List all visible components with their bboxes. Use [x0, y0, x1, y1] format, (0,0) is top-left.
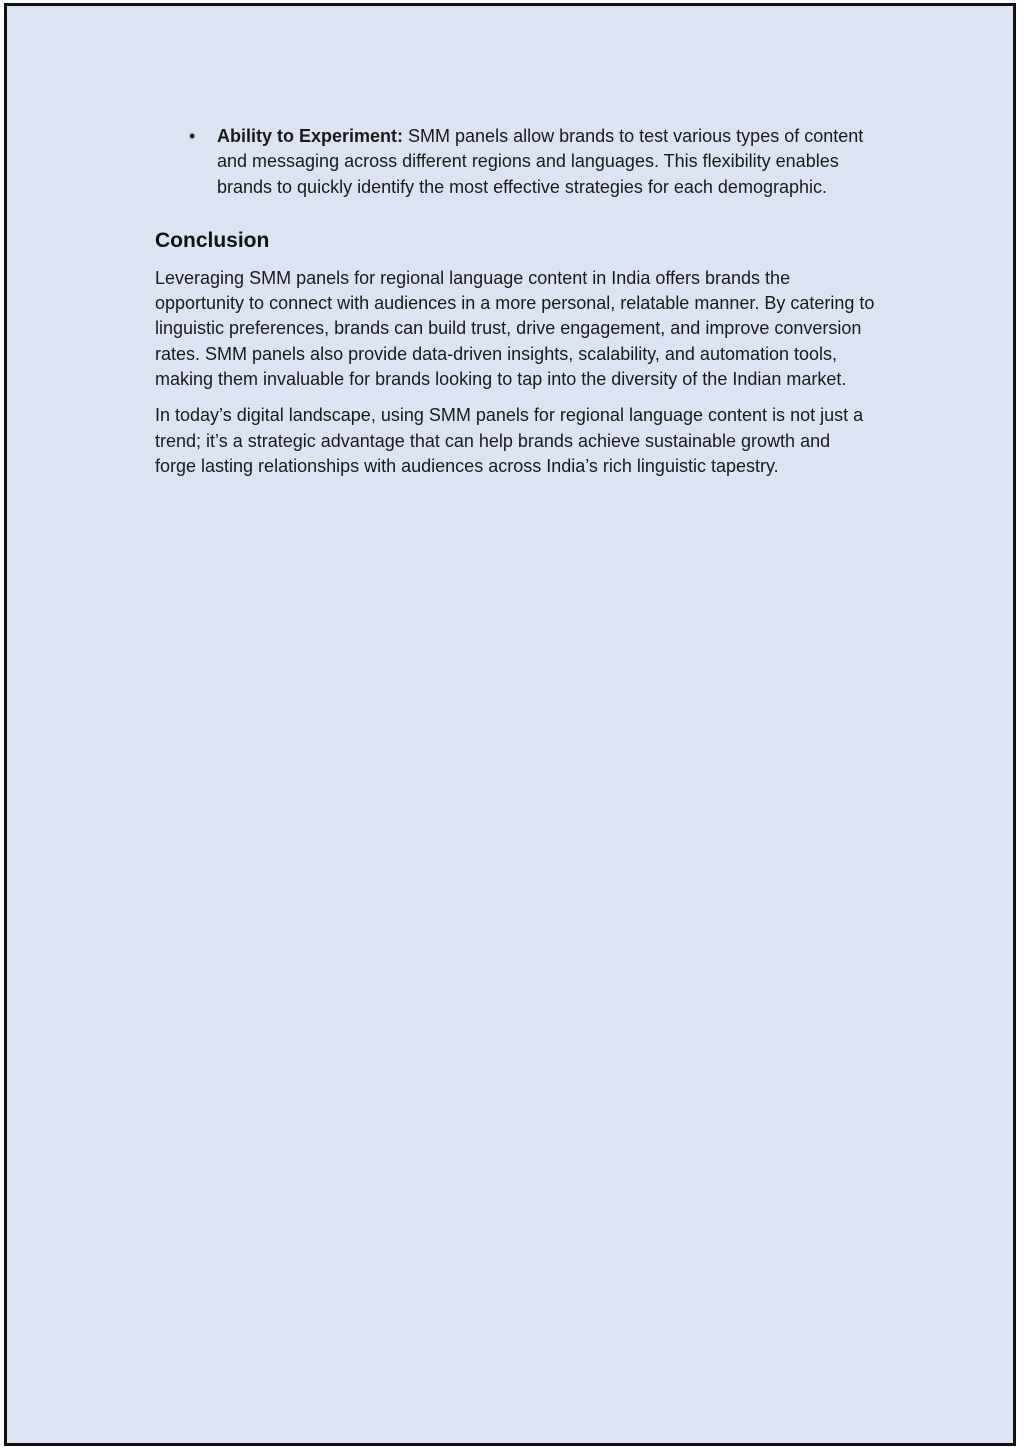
bullet-item-ability-to-experiment — [155, 124, 875, 200]
document-content — [155, 124, 875, 490]
document-page — [4, 3, 1016, 1446]
bullet-icon: • — [189, 126, 196, 146]
conclusion-heading: Conclusion — [155, 228, 270, 252]
conclusion-paragraph-2: In today’s digital landscape, using SMM panels for regional language content is not just a trend; it’s a strategic advantage that can help brands achieve sustainable growth and forge lasting relationships with audiences across India’s rich linguistic tapestry. — [155, 405, 864, 476]
bullet-text: SMM panels allow brands to test various types of content and messaging across different regions and languages. This flexibility enables brands to quickly identify the most effective strategies for each demographic. — [217, 126, 864, 197]
bullet-title: Ability to Experiment: — [217, 126, 404, 146]
bullet-list — [155, 124, 875, 200]
conclusion-paragraph-1: Leveraging SMM panels for regional language content in India offers brands the opportunity to connect with audiences in a more personal, relatable manner. By catering to linguistic preferences, brands can build trust, drive engagement, and improve conversion rates. SMM panels also provide data-driven insights, scalability, and automation tools, making them invaluable for brands looking to tap into the diversity of the Indian market. — [155, 267, 875, 390]
